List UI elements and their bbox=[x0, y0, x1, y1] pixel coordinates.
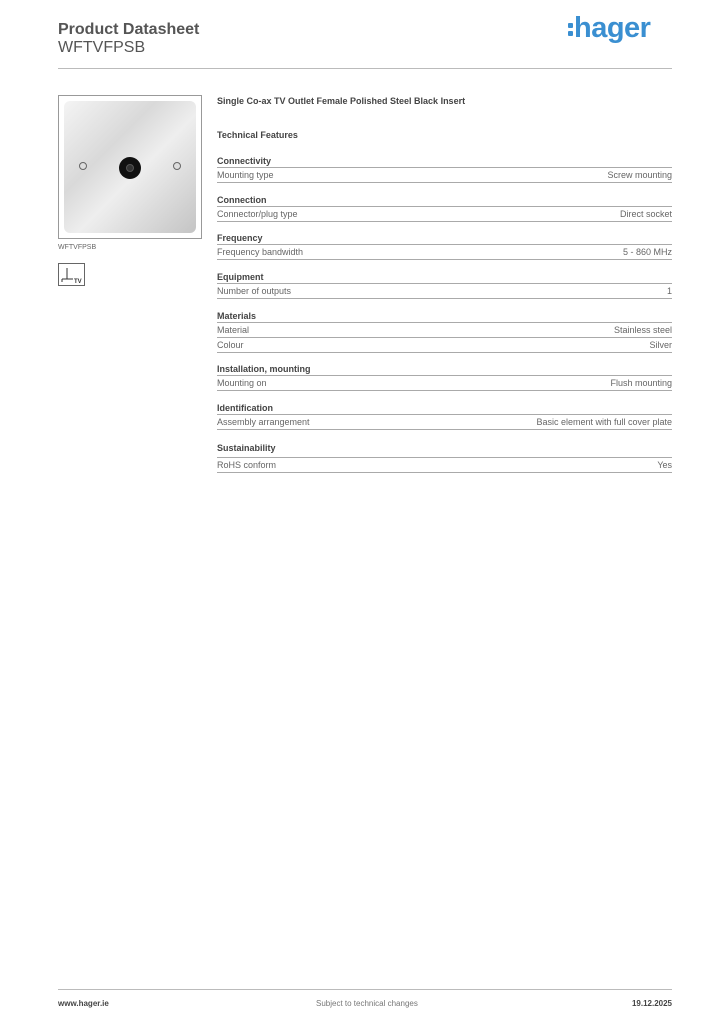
hager-logo bbox=[568, 12, 650, 45]
spec-row bbox=[217, 338, 672, 353]
section-identification bbox=[217, 402, 672, 430]
logo-colon-icon bbox=[568, 20, 573, 39]
spec-value: Screw mounting bbox=[607, 170, 672, 180]
spec-label: Colour bbox=[217, 340, 244, 350]
screw-right-icon bbox=[173, 162, 181, 170]
spec-row bbox=[217, 168, 672, 183]
spec-label: Frequency bandwidth bbox=[217, 247, 304, 257]
section-connectivity bbox=[217, 155, 672, 183]
spec-value: Silver bbox=[649, 340, 672, 350]
spec-row bbox=[217, 376, 672, 391]
spec-label: Material bbox=[217, 325, 250, 335]
section-heading: Sustainability bbox=[217, 442, 672, 458]
image-caption: WFTVFPSB bbox=[58, 244, 97, 251]
logo-text: hager bbox=[574, 12, 651, 44]
spec-value: Yes bbox=[657, 460, 672, 470]
section-connection bbox=[217, 194, 672, 222]
tv-symbol-icon bbox=[58, 263, 85, 286]
product-title: Single Co-ax TV Outlet Female Polished Steel Black Insert bbox=[217, 96, 466, 106]
footer-notice: Subject to technical changes bbox=[316, 999, 418, 1008]
footer-website: www.hager.ie bbox=[58, 999, 109, 1008]
spec-value: 1 bbox=[666, 286, 672, 296]
footer-divider bbox=[58, 989, 672, 990]
section-frequency bbox=[217, 232, 672, 260]
section-materials bbox=[217, 310, 672, 353]
spec-label: Number of outputs bbox=[217, 286, 292, 296]
tv-symbol-label: TV bbox=[74, 279, 82, 285]
section-heading: Connectivity bbox=[217, 155, 672, 168]
page-title: Product Datasheet bbox=[58, 21, 200, 38]
spec-row bbox=[217, 415, 672, 430]
spec-row bbox=[217, 207, 672, 222]
spec-value: Stainless steel bbox=[613, 325, 672, 335]
screw-left-icon bbox=[79, 162, 87, 170]
section-equipment bbox=[217, 271, 672, 299]
spec-row bbox=[217, 245, 672, 260]
section-installation bbox=[217, 363, 672, 391]
section-heading: Frequency bbox=[217, 232, 672, 245]
spec-row bbox=[217, 284, 672, 299]
technical-features-title: Technical Features bbox=[217, 130, 298, 140]
header-divider bbox=[58, 68, 672, 69]
spec-value: 5 - 860 MHz bbox=[622, 247, 672, 257]
section-heading: Connection bbox=[217, 194, 672, 207]
section-heading: Identification bbox=[217, 402, 672, 415]
section-heading: Materials bbox=[217, 310, 672, 323]
section-heading: Equipment bbox=[217, 271, 672, 284]
spec-row bbox=[217, 458, 672, 473]
tv-symbol-graphic bbox=[59, 264, 84, 285]
spec-row bbox=[217, 323, 672, 338]
spec-label: Mounting type bbox=[217, 170, 274, 180]
cover-plate bbox=[64, 101, 196, 233]
spec-label: Assembly arrangement bbox=[217, 417, 310, 427]
spec-value: Direct socket bbox=[619, 209, 672, 219]
spec-label: Mounting on bbox=[217, 378, 267, 388]
spec-label: RoHS conform bbox=[217, 460, 277, 470]
coax-socket-icon bbox=[119, 157, 141, 179]
footer-date: 19.12.2025 bbox=[631, 999, 672, 1008]
spec-label: Connector/plug type bbox=[217, 209, 298, 219]
spec-value: Flush mounting bbox=[610, 378, 672, 388]
product-image bbox=[58, 95, 202, 239]
product-code: WFTVFPSB bbox=[58, 39, 146, 56]
section-heading: Installation, mounting bbox=[217, 363, 672, 376]
section-sustainability bbox=[217, 442, 672, 473]
spec-value: Basic element with full cover plate bbox=[536, 417, 672, 427]
